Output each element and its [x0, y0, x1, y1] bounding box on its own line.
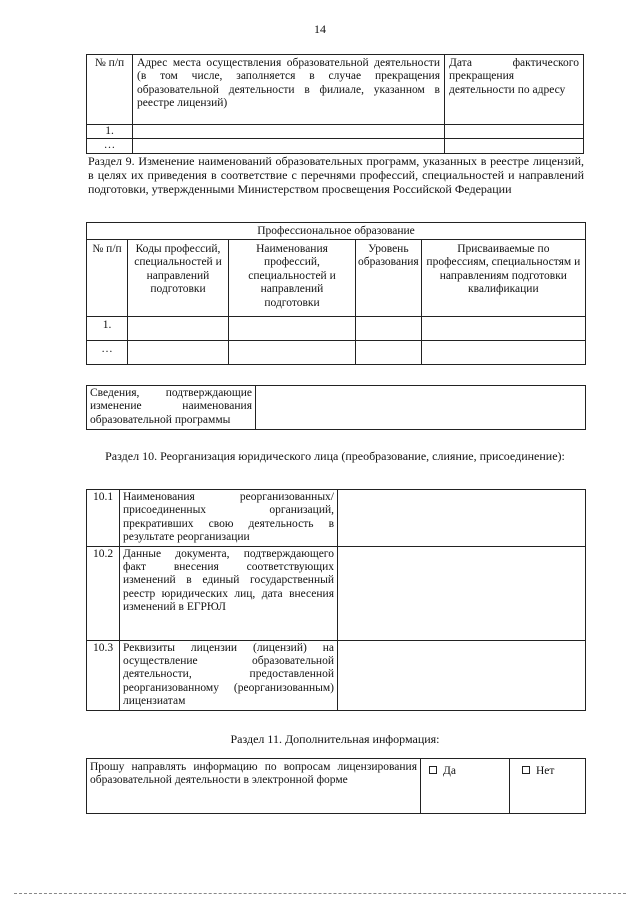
- option-yes-label: Да: [443, 765, 456, 777]
- codes-cell[interactable]: [128, 317, 229, 341]
- row-num: 10.3: [87, 640, 120, 710]
- section-11-title: Раздел 11. Дополнительная информация:: [230, 732, 440, 746]
- option-no[interactable]: [510, 759, 586, 814]
- table-header-row: [87, 240, 586, 317]
- column-header-num: № п/п: [87, 240, 128, 317]
- evidence-row: [87, 386, 586, 430]
- notification-row: [87, 759, 586, 814]
- evidence-table: [86, 385, 586, 430]
- column-header-level: Уровень образования: [356, 240, 422, 317]
- row-num: 1.: [87, 125, 133, 139]
- row-num: 10.2: [87, 546, 120, 640]
- row-num: 10.1: [87, 490, 120, 547]
- reorganization-label: Реквизиты лицензии (лицензий) на осуществление образовательной деятельности, предоставленной реорганизованному (реорганизованным) лицензиатам: [120, 640, 338, 710]
- row-num: 1.: [87, 317, 128, 341]
- table-row: [87, 139, 584, 153]
- column-header-address: Адрес места осуществления образовательной деятельности (в том числе, заполняется в случае прекращения образовательной деятельности в филиале, указанном в реестре лицензий): [133, 55, 445, 125]
- group-header-row: [87, 223, 586, 240]
- page-number: 14: [314, 22, 326, 36]
- reorganization-label: Данные документа, подтверждающего факт внесения соответствующих изменений в единый государственный реестр юридических лиц, дата внесения изменений в ЕГРЮЛ: [120, 546, 338, 640]
- reorganization-value[interactable]: [338, 640, 586, 710]
- checkbox-no[interactable]: [522, 766, 530, 774]
- date-cell[interactable]: [445, 139, 584, 153]
- level-cell[interactable]: [356, 341, 422, 365]
- column-header-codes: Коды профессий, специальностей и направлений подготовки: [128, 240, 229, 317]
- names-cell[interactable]: [229, 341, 356, 365]
- page-bottom-divider: [14, 893, 626, 894]
- table-header-row: [87, 55, 584, 125]
- table-row: [87, 317, 586, 341]
- row-num: …: [87, 341, 128, 365]
- column-header-num: № п/п: [87, 55, 133, 125]
- table-row: [87, 640, 586, 710]
- reorganization-label: Наименования реорганизованных/ присоединенных организаций, прекративших свою деятельность в результате реорганизации: [120, 490, 338, 547]
- section-10-title: Раздел 10. Реорганизация юридического лица (преобразование, слияние, присоединение):: [105, 449, 565, 463]
- qualification-cell[interactable]: [421, 341, 585, 365]
- group-header: Профессиональное образование: [87, 223, 586, 240]
- level-cell[interactable]: [356, 317, 422, 341]
- activity-closure-table: [86, 54, 584, 154]
- table-row: [87, 546, 586, 640]
- column-header-qualification: Присваиваемые по профессиям, специальностям и направлениям подготовки квалификации: [421, 240, 585, 317]
- option-no-label: Нет: [536, 765, 555, 777]
- reorganization-table: [86, 489, 586, 711]
- reorganization-value[interactable]: [338, 490, 586, 547]
- evidence-label: Сведения, подтверждающие изменение наименования образовательной программы: [87, 386, 256, 430]
- row-num: …: [87, 139, 133, 153]
- column-header-names: Наименования профессий, специальностей и направлений подготовки: [229, 240, 356, 317]
- table-row: [87, 125, 584, 139]
- table-row: [87, 341, 586, 365]
- section-9-heading: Раздел 9. Изменение наименований образовательных программ, указанных в реестре лицензий, в целях их приведения в соответствие с перечнями профессий, специальностей и направлений подготовки, утвержденными Министерством просвещения Российской Федерации: [88, 154, 584, 196]
- address-cell[interactable]: [133, 139, 445, 153]
- evidence-value[interactable]: [256, 386, 586, 430]
- codes-cell[interactable]: [128, 341, 229, 365]
- table-row: [87, 490, 586, 547]
- address-cell[interactable]: [133, 125, 445, 139]
- checkbox-yes[interactable]: [429, 766, 437, 774]
- column-header-date: Дата фактического прекращения деятельности по адресу: [445, 55, 584, 125]
- reorganization-value[interactable]: [338, 546, 586, 640]
- names-cell[interactable]: [229, 317, 356, 341]
- electronic-notification-question: Прошу направлять информацию по вопросам лицензирования образовательной деятельности в электронной форме: [87, 759, 421, 814]
- option-yes[interactable]: [421, 759, 510, 814]
- additional-info-table: [86, 758, 586, 814]
- programs-table: [86, 222, 586, 365]
- date-cell[interactable]: [445, 125, 584, 139]
- qualification-cell[interactable]: [421, 317, 585, 341]
